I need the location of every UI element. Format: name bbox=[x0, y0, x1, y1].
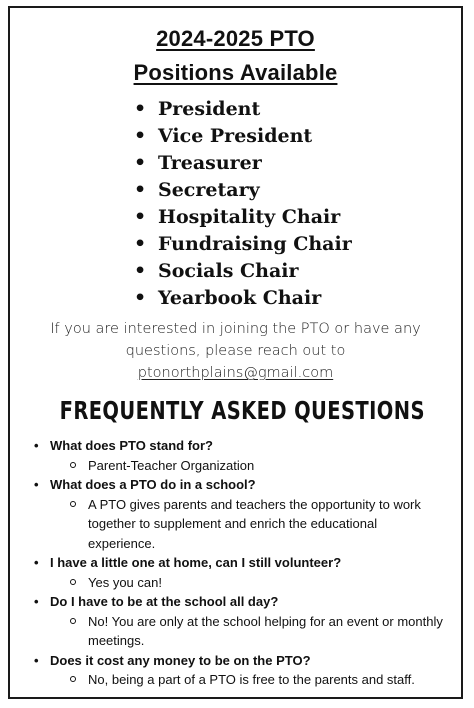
hollow-bullet-icon bbox=[70, 501, 76, 507]
faq-answer-text: Yes you can! bbox=[88, 574, 162, 590]
faq-answer bbox=[50, 670, 447, 690]
faq-answer-text: Parent-Teacher Organization bbox=[88, 457, 255, 473]
bullet-icon: • bbox=[134, 287, 147, 309]
faq-answer-text: No, being a part of a PTO is free to the parents and staff. bbox=[88, 672, 415, 687]
faq-question: What does PTO stand for? bbox=[50, 438, 213, 453]
position-label: Secretary bbox=[158, 179, 260, 201]
position-item bbox=[130, 231, 461, 258]
hollow-bullet-icon bbox=[70, 579, 76, 585]
position-label: Vice President bbox=[158, 125, 313, 147]
bullet-icon: • bbox=[134, 152, 147, 174]
position-label: Hospitality Chair bbox=[158, 206, 341, 228]
bullet-icon: • bbox=[134, 98, 147, 120]
position-label: Fundraising Chair bbox=[158, 233, 352, 255]
faq-heading: FREQUENTLY ASKED QUESTIONS bbox=[59, 396, 425, 425]
faq-answer bbox=[50, 495, 447, 554]
positions-list bbox=[10, 96, 461, 312]
hollow-bullet-icon bbox=[70, 462, 76, 468]
position-item bbox=[130, 177, 461, 204]
faq-answer bbox=[50, 573, 447, 593]
position-item bbox=[130, 150, 461, 177]
faq-answer bbox=[50, 612, 447, 651]
contact-email: ptonorthplains@gmail.com bbox=[137, 365, 334, 381]
flyer-title-positions: Positions Available bbox=[133, 60, 338, 85]
bullet-icon: • bbox=[34, 477, 39, 492]
bullet-icon: • bbox=[34, 594, 39, 609]
bullet-icon: • bbox=[34, 555, 39, 570]
bullet-icon: • bbox=[134, 233, 147, 255]
faq-answer-text: No! You are only at the school helping for an event or monthly meetings. bbox=[88, 613, 443, 648]
faq-list bbox=[10, 436, 461, 690]
contact-message bbox=[22, 318, 449, 384]
position-item bbox=[130, 96, 461, 123]
faq-item bbox=[34, 436, 447, 475]
position-label: President bbox=[158, 98, 261, 120]
contact-line-1: If you are interested in joining the PTO or have any bbox=[50, 321, 421, 337]
faq-item bbox=[34, 651, 447, 690]
hollow-bullet-icon bbox=[70, 676, 76, 682]
position-item bbox=[130, 123, 461, 150]
bullet-icon: • bbox=[134, 179, 147, 201]
bullet-icon: • bbox=[134, 206, 147, 228]
position-label: Socials Chair bbox=[158, 260, 299, 282]
faq-item bbox=[34, 475, 447, 553]
hollow-bullet-icon bbox=[70, 618, 76, 624]
faq-question: Does it cost any money to be on the PTO? bbox=[50, 652, 311, 668]
position-label: Yearbook Chair bbox=[158, 287, 322, 309]
faq-question: Do I have to be at the school all day? bbox=[50, 594, 279, 609]
faq-item bbox=[34, 553, 447, 592]
flyer-title-year: 2024-2025 PTO bbox=[156, 26, 315, 51]
bullet-icon: • bbox=[34, 438, 39, 453]
position-item bbox=[130, 204, 461, 231]
faq-answer-text: A PTO gives parents and teachers the opportunity to work together to supplement and enrich the educational experience. bbox=[88, 496, 421, 551]
pto-flyer bbox=[8, 6, 463, 699]
faq-question: I have a little one at home, can I still volunteer? bbox=[50, 555, 342, 570]
position-item bbox=[130, 258, 461, 285]
contact-line-2: questions, please reach out to bbox=[125, 343, 346, 359]
faq-question: What does a PTO do in a school? bbox=[50, 477, 256, 492]
bullet-icon: • bbox=[34, 652, 39, 668]
position-item bbox=[130, 285, 461, 312]
bullet-icon: • bbox=[134, 260, 147, 282]
position-label: Treasurer bbox=[158, 152, 262, 174]
faq-answer bbox=[50, 456, 447, 476]
faq-item bbox=[34, 592, 447, 651]
bullet-icon: • bbox=[134, 125, 147, 147]
